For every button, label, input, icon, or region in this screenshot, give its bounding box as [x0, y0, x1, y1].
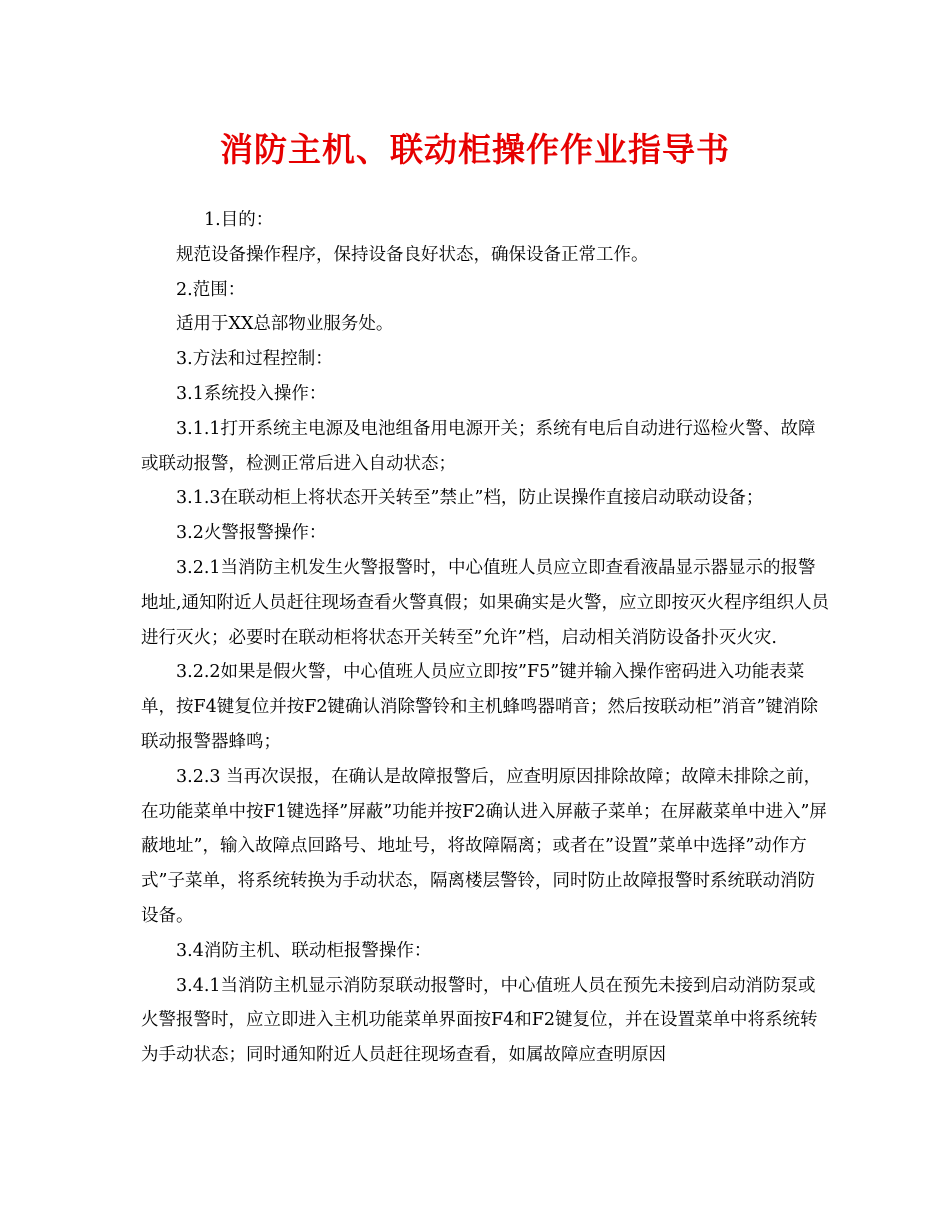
- document-body: [141, 203, 831, 1073]
- section-heading-scope: 2.范围：: [176, 279, 246, 300]
- paragraph-3-2-1: 3.2.1当消防主机发生火警报警时，中心值班人员应立即查看液晶显示器显示的报警地址,通知附近人员赶往现场查看火警真假；如果确实是火警，应立即按灭火程序组织人员进行灭火；必要时在联动柜将状态开关转至”允许”档，启动相关消防设备扑灭火灾.: [141, 557, 830, 648]
- paragraph-3-1-1: 3.1.1打开系统主电源及电池组备用电源开关；系统有电后自动进行巡检火警、故障或联动报警，检测正常后进入自动状态；: [141, 418, 816, 474]
- paragraph-3-1-3: 3.1.3在联动柜上将状态开关转至”禁止”档，防止误操作直接启动联动设备；: [176, 488, 764, 509]
- paragraph-3-2-2: 3.2.2如果是假火警，中心值班人员应立即按”F5”键并输入操作密码进入功能表菜单，按F4键复位并按F2键确认消除警铃和主机蜂鸣器哨音；然后按联动柜”消音”键消除联动报警器蜂鸣；: [141, 662, 818, 752]
- document-title: 消防主机、联动柜操作作业指导书: [220, 130, 730, 169]
- paragraph-3-4-1: 3.4.1当消防主机显示消防泵联动报警时，中心值班人员在预先未接到启动消防泵或火警报警时，应立即进入主机功能菜单界面按F4和F2键复位，并在设置菜单中将系统转为手动状态；同时通知附近人员赶往现场查看，如属故障应查明原因: [141, 975, 818, 1066]
- subsection-heading-3-4: 3.4消防主机、联动柜报警操作：: [176, 940, 432, 961]
- section-heading-method: 3.方法和过程控制：: [176, 349, 333, 370]
- paragraph-3-2-3: 3.2.3 当再次误报，在确认是故障报警后，应查明原因排除故障；故障未排除之前，在功能菜单中按F1键选择”屏蔽”功能并按F2确认进入屏蔽子菜单；在屏蔽菜单中进入”屏蔽地址”，输入故障点回路号、地址号，将故障隔离；或者在”设置”菜单中选择”动作方式”子菜单，将系统转换为手动状态，隔离楼层警铃，同时防止故障报警时系统联动消防设备。: [141, 766, 827, 926]
- section-heading-purpose: 1.目的：: [204, 210, 274, 230]
- subsection-heading-3-1: 3.1系统投入操作：: [176, 383, 327, 404]
- paragraph-purpose: 规范设备操作程序，保持设备良好状态，确保设备正常工作。: [176, 244, 649, 265]
- paragraph-scope: 适用于XX总部物业服务处。: [176, 314, 394, 335]
- subsection-heading-3-2: 3.2火警报警操作：: [176, 523, 327, 544]
